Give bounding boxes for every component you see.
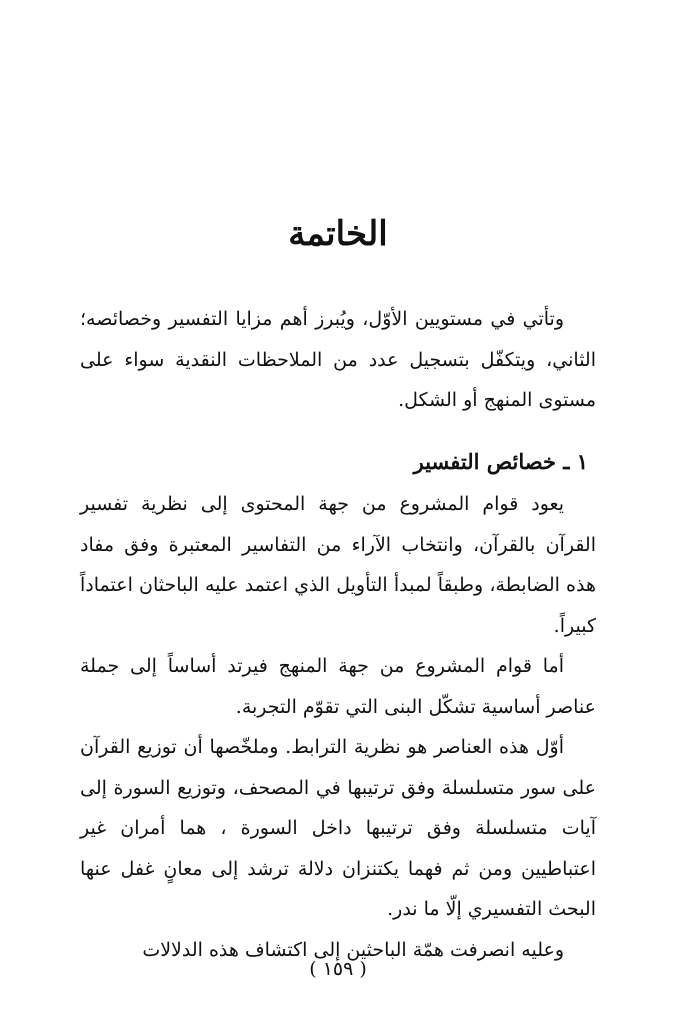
paragraph-coherence-theory: أوّل هذه العناصر هو نظرية الترابط. وملخّصها أن توزيع القرآن على سور متسلسلة وفق ترتيبها في المصحف، وتوزيع السورة إلى آيات متسلسلة وفق ترتيبها داخل السورة ، هما أمران غير اعتباطيين ومن ثم فهما يكتنزان دلالة ترشد إلى معانٍ غفل عنها البحث التفسيري إلّا ما ندر. xyxy=(80,736,596,920)
paragraph-method-basis: أما قوام المشروع من جهة المنهج فيرتد أساساً إلى جملة عناصر أساسية تشكّل البنى التي تقوّم التجربة. xyxy=(80,655,596,718)
intro-paragraph: وتأتي في مستويين الأوّل، ويُبرز أهم مزايا التفسير وخصائصه؛ الثاني، ويتكفّل بتسجيل عدد من الملاحظات النقدية سواء على مستوى المنهج أو الشكل. xyxy=(80,308,596,411)
section-heading: ١ ـ خصائص التفسير xyxy=(413,449,588,474)
paragraph-content-basis: يعود قوام المشروع من جهة المحتوى إلى نظرية تفسير القرآن بالقرآن، وانتخاب الآراء من التفاسير المعتبرة وفق مفاد هذه الضابطة، وطبقاً لمبدأ التأويل الذي اعتمد عليه الباحثان اعتماداً كبيراً. xyxy=(80,493,596,637)
page-number: ( ١٥٩ ) xyxy=(309,958,367,980)
page-title: الخاتمة xyxy=(288,214,388,254)
paragraph-continuation: وعليه انصرفت همّة الباحثين إلى اكتشاف هذه الدلالات xyxy=(142,938,564,961)
section-body xyxy=(80,484,596,970)
page xyxy=(80,0,596,1018)
